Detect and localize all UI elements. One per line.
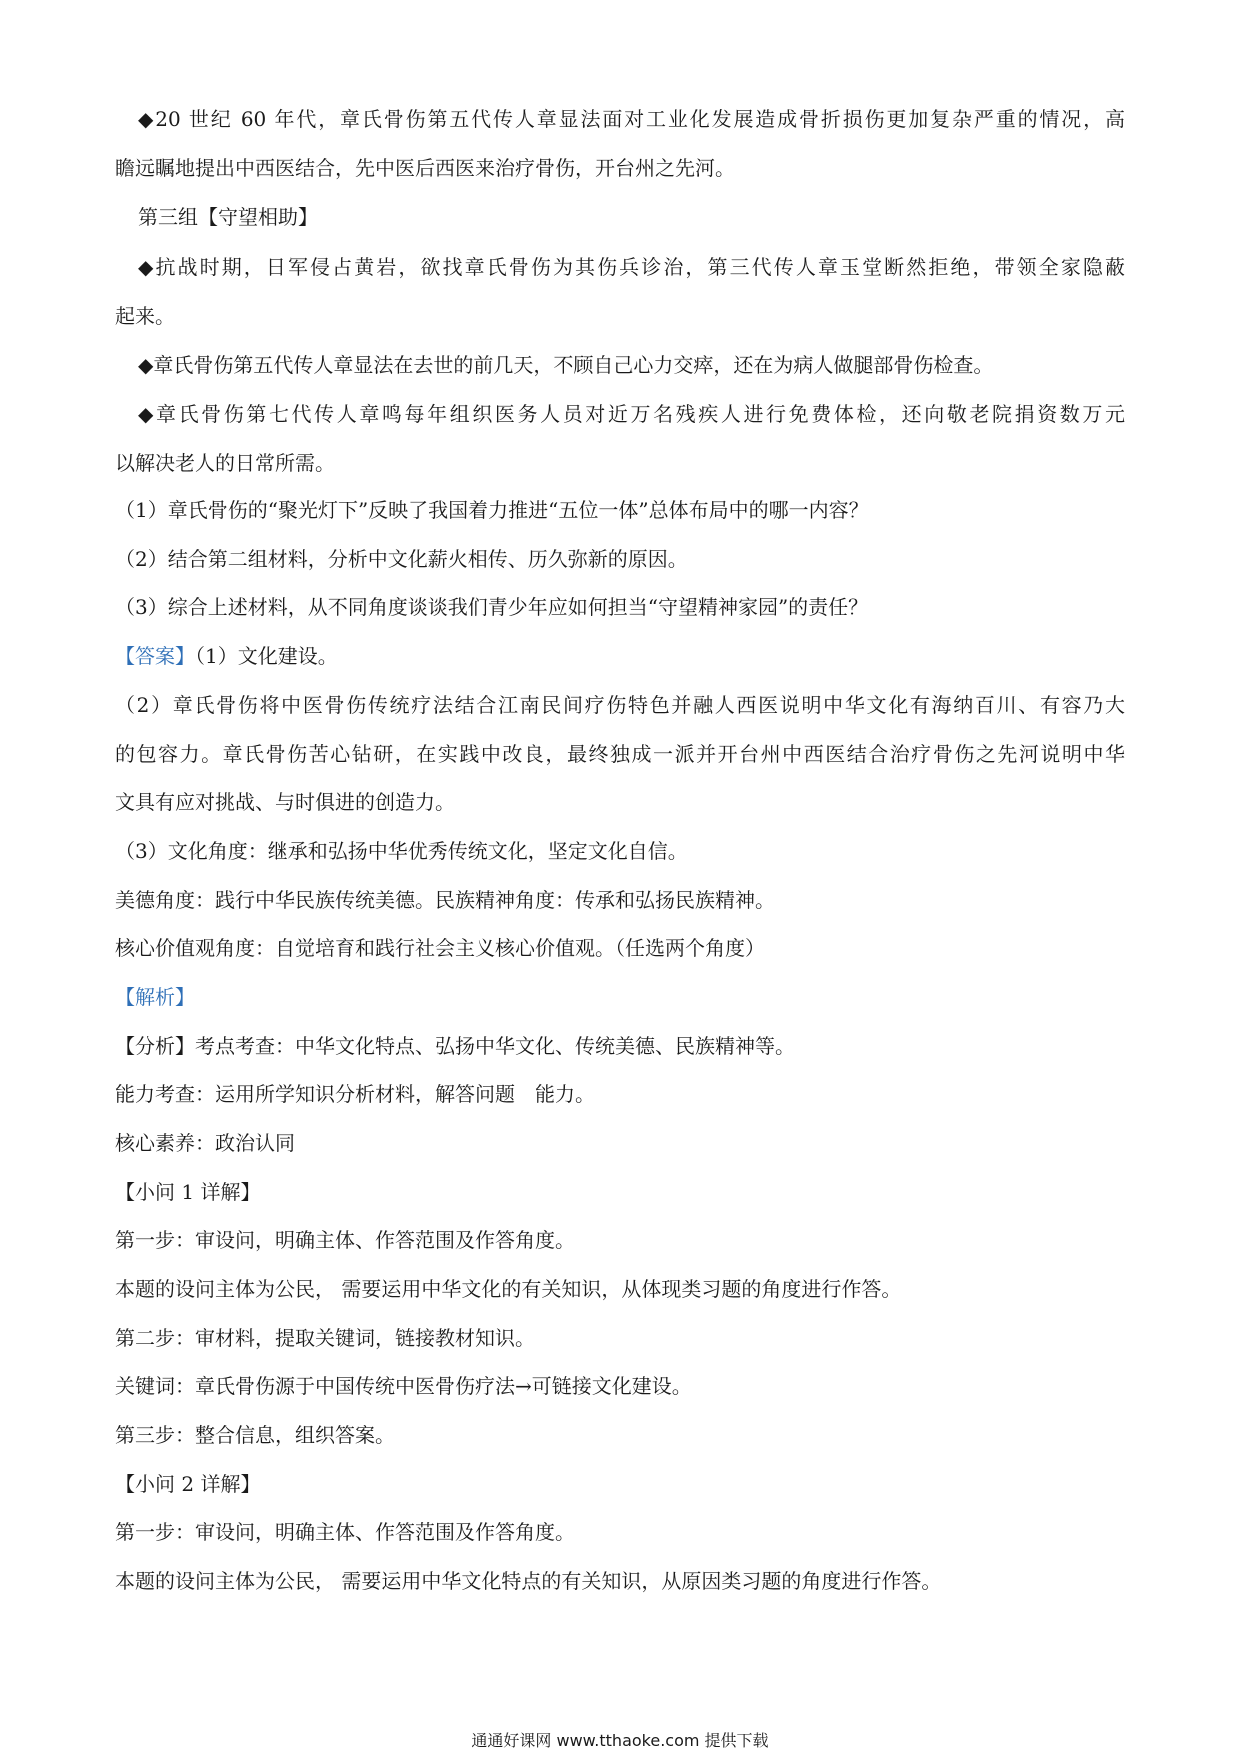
analysis-fenxi: 【分析】考点考查：中华文化特点、弘扬中华文化、传统美德、民族精神等。 [115,1034,795,1058]
q1-step-1: 第一步：审设问，明确主体、作答范围及作答角度。 [115,1228,575,1252]
material-paragraph-cont: 瞻远瞩地提出中西医结合，先中医后西医来治疗骨伤，开台州之先河。 [115,156,735,180]
analysis-nengli: 能力考查：运用所学知识分析材料，解答问题 能力。 [115,1082,595,1106]
analysis-suyang: 核心素养：政治认同 [115,1131,295,1155]
answer-line [0,643,1240,669]
page-footer: 通通好课网 www.tthaoke.com 提供下载 [471,1731,769,1750]
q1-step-3: 第三步：整合信息，组织答案。 [115,1423,395,1447]
material-paragraph: ◆章氏骨伤第五代传人章显法在去世的前几天，不顾自己心力交瘁，还在为病人做腿部骨伤检查。 [138,353,994,377]
q1-step-2-detail: 关键词：章氏骨伤源于中国传统中医骨伤疗法→可链接文化建设。 [115,1374,692,1398]
analysis-label: 【解析】 [115,985,195,1009]
question-2: （2）结合第二组材料，分析中文化薪火相传、历久弥新的原因。 [115,547,688,571]
q1-step-1-detail: 本题的设问主体为公民， 需要运用中华文化的有关知识，从体现类习题的角度进行作答。 [115,1277,902,1301]
q1-step-2: 第二步：审材料，提取关键词，链接教材知识。 [115,1326,535,1350]
q1-detail-title: 【小问 1 详解】 [115,1180,261,1204]
q2-step-1-detail: 本题的设问主体为公民， 需要运用中华文化特点的有关知识，从原因类习题的角度进行作答。 [115,1569,942,1593]
question-1: （1）章氏骨伤的“聚光灯下”反映了我国着力推进“五位一体”总体布局中的哪一内容？ [115,498,869,522]
answer-2-cont: 文具有应对挑战、与时俱进的创造力。 [115,790,455,814]
answer-2: （2）章氏骨伤将中医骨伤传统疗法结合江南民间疗伤特色并融人西医说明中华文化有海纳百川、有容乃大 [115,693,1125,717]
answer-3: （3）文化角度：继承和弘扬中华优秀传统文化，坚定文化自信。 [115,839,688,863]
answer-1: （1）文化建设。 [195,644,338,668]
answer-2-cont: 的包容力。章氏骨伤苦心钻研，在实践中改良，最终独成一派并开台州中西医结合治疗骨伤之先河说明中华 [115,742,1125,766]
answer-3-cont: 美德角度：践行中华民族传统美德。民族精神角度：传承和弘扬民族精神。 [115,888,775,912]
material-paragraph: ◆抗战时期，日军侵占黄岩，欲找章氏骨伤为其伤兵诊治，第三代传人章玉堂断然拒绝，带领全家隐蔽 [138,255,1125,279]
q2-detail-title: 【小问 2 详解】 [115,1472,261,1496]
group-title: 第三组【守望相助】 [138,205,318,229]
question-3: （3）综合上述材料，从不同角度谈谈我们青少年应如何担当“守望精神家园”的责任？ [115,595,869,619]
material-paragraph: ◆章氏骨伤第七代传人章鸣每年组织医务人员对近万名残疾人进行免费体检，还向敬老院捐资数万元 [138,402,1125,426]
material-paragraph-cont: 以解决老人的日常所需。 [115,451,335,475]
answer-label: 【答案】 [115,644,195,668]
answer-3-cont: 核心价值观角度：自觉培育和践行社会主义核心价值观。（任选两个角度） [115,936,765,960]
material-paragraph-cont: 起来。 [115,304,175,328]
q2-step-1: 第一步：审设问，明确主体、作答范围及作答角度。 [115,1520,575,1544]
material-paragraph: ◆20 世纪 60 年代，章氏骨伤第五代传人章显法面对工业化发展造成骨折损伤更加复杂严重的情况，高 [138,107,1125,131]
